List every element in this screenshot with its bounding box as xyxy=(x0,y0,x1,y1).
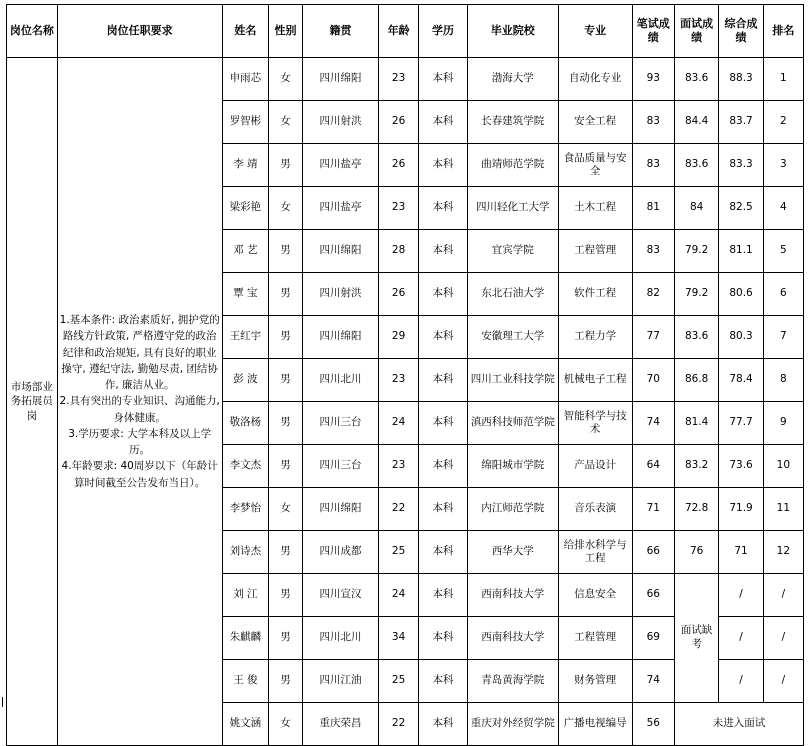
column-header-name: 姓名 xyxy=(222,5,269,58)
cell-rank: 4 xyxy=(763,187,803,230)
cell-sex: 女 xyxy=(269,488,303,531)
cell-education: 本科 xyxy=(419,144,468,187)
cell-school: 滇西科技师范学院 xyxy=(467,402,558,445)
cell-major: 信息安全 xyxy=(558,574,632,617)
cell-school: 四川轻化工大学 xyxy=(467,187,558,230)
header-row xyxy=(7,5,804,58)
cell-sex: 男 xyxy=(269,574,303,617)
cell-interview-score: 83.6 xyxy=(674,316,718,359)
cell-native-place: 四川三台 xyxy=(302,402,378,445)
cell-interview-score: 86.8 xyxy=(674,359,718,402)
cell-name: 申雨芯 xyxy=(222,58,269,101)
cell-major: 工程管理 xyxy=(558,617,632,660)
cell-written-score: 71 xyxy=(632,488,674,531)
cell-major: 工程管理 xyxy=(558,230,632,273)
cell-name: 李梦怡 xyxy=(222,488,269,531)
cell-interview-score: 83.6 xyxy=(674,58,718,101)
cell-total-score: 77.7 xyxy=(719,402,763,445)
cell-sex: 女 xyxy=(269,58,303,101)
cell-age: 26 xyxy=(379,144,419,187)
cell-major: 工程力学 xyxy=(558,316,632,359)
cell-rank: 3 xyxy=(763,144,803,187)
column-header-post-name xyxy=(7,5,58,58)
cell-education: 本科 xyxy=(419,445,468,488)
cell-school: 内江师范学院 xyxy=(467,488,558,531)
cell-total-score: 78.4 xyxy=(719,359,763,402)
cell-total-score: / xyxy=(719,617,763,660)
cell-sex: 男 xyxy=(269,402,303,445)
cell-written-score: 64 xyxy=(632,445,674,488)
cell-school: 西南科技大学 xyxy=(467,574,558,617)
cell-written-score: 74 xyxy=(632,402,674,445)
cell-school: 青岛黄海学院 xyxy=(467,660,558,703)
cell-rank: / xyxy=(763,617,803,660)
cell-name: 李文杰 xyxy=(222,445,269,488)
cell-rank: / xyxy=(763,574,803,617)
cell-rank: 12 xyxy=(763,531,803,574)
cell-major: 产品设计 xyxy=(558,445,632,488)
cell-rank: 8 xyxy=(763,359,803,402)
cell-sex: 男 xyxy=(269,273,303,316)
requirement-line: 1.基本条件: 政治素质好, 拥护党的路线方针政策, 严格遵守党的政治纪律和政治规矩, 具有良好的职业操守, 遵纪守法, 勤勉尽责, 团结协作, 廉洁从业。 xyxy=(59,314,220,392)
cell-written-score: 93 xyxy=(632,58,674,101)
cell-native-place: 重庆荣昌 xyxy=(302,703,378,746)
cell-school: 长春建筑学院 xyxy=(467,101,558,144)
cell-written-score: 66 xyxy=(632,531,674,574)
cell-native-place: 四川射洪 xyxy=(302,273,378,316)
cell-education: 本科 xyxy=(419,488,468,531)
cell-name: 刘 江 xyxy=(222,574,269,617)
cell-interview-score: 84.4 xyxy=(674,101,718,144)
cell-interview-note-absent: 面试缺考 xyxy=(674,574,718,703)
cell-native-place: 四川绵阳 xyxy=(302,58,378,101)
cell-written-score: 70 xyxy=(632,359,674,402)
cell-written-score: 83 xyxy=(632,101,674,144)
cell-written-score: 77 xyxy=(632,316,674,359)
cell-education: 本科 xyxy=(419,402,468,445)
cell-sex: 女 xyxy=(269,703,303,746)
cell-written-score: 82 xyxy=(632,273,674,316)
cell-written-score: 83 xyxy=(632,230,674,273)
table-body xyxy=(7,58,804,746)
cell-interview-score: 76 xyxy=(674,531,718,574)
cell-major: 安全工程 xyxy=(558,101,632,144)
cell-interview-score: 72.8 xyxy=(674,488,718,531)
cell-native-place: 四川成都 xyxy=(302,531,378,574)
cell-rank: 9 xyxy=(763,402,803,445)
cell-age: 23 xyxy=(379,58,419,101)
cell-major: 音乐表演 xyxy=(558,488,632,531)
column-header-written-score: 笔试成绩 xyxy=(632,5,674,58)
cell-total-score: / xyxy=(719,574,763,617)
cell-interview-score: 83.6 xyxy=(674,144,718,187)
cell-written-score: 83 xyxy=(632,144,674,187)
cell-major: 机械电子工程 xyxy=(558,359,632,402)
column-header-school: 毕业院校 xyxy=(467,5,558,58)
cell-interview-score: 83.2 xyxy=(674,445,718,488)
cell-interview-score: 84 xyxy=(674,187,718,230)
cell-written-score: 81 xyxy=(632,187,674,230)
cell-total-score: 81.1 xyxy=(719,230,763,273)
cell-sex: 男 xyxy=(269,359,303,402)
cell-school: 西华大学 xyxy=(467,531,558,574)
cell-major: 广播电视编导 xyxy=(558,703,632,746)
cell-rank: 11 xyxy=(763,488,803,531)
cell-name: 覃 宝 xyxy=(222,273,269,316)
cell-major: 土木工程 xyxy=(558,187,632,230)
cell-education: 本科 xyxy=(419,230,468,273)
cell-sex: 男 xyxy=(269,660,303,703)
cell-post-name: 市场部业务拓展员岗 xyxy=(7,58,58,746)
cell-sex: 女 xyxy=(269,187,303,230)
cell-age: 25 xyxy=(379,660,419,703)
column-header-interview-score: 面试成绩 xyxy=(674,5,718,58)
cell-written-score: 69 xyxy=(632,617,674,660)
cell-rank: 6 xyxy=(763,273,803,316)
cell-total-score: 82.5 xyxy=(719,187,763,230)
cell-total-score: 80.3 xyxy=(719,316,763,359)
cell-name: 梁彩艳 xyxy=(222,187,269,230)
cell-total-score: 71.9 xyxy=(719,488,763,531)
requirement-line: 2.具有突出的专业知识、沟通能力, 身体健康。 xyxy=(59,395,220,424)
requirement-line: 4.年龄要求: 40周岁以下（年龄计算时间截至公告发布当日）。 xyxy=(61,460,218,489)
cell-rank: 7 xyxy=(763,316,803,359)
cell-school: 渤海大学 xyxy=(467,58,558,101)
cell-education: 本科 xyxy=(419,660,468,703)
cell-written-score: 74 xyxy=(632,660,674,703)
cell-age: 23 xyxy=(379,445,419,488)
cell-age: 22 xyxy=(379,488,419,531)
cell-name: 邓 艺 xyxy=(222,230,269,273)
cell-rank: 5 xyxy=(763,230,803,273)
cell-name: 刘诗杰 xyxy=(222,531,269,574)
cell-rank: 1 xyxy=(763,58,803,101)
cell-education: 本科 xyxy=(419,101,468,144)
cell-interview-score: 79.2 xyxy=(674,273,718,316)
cell-native-place: 四川三台 xyxy=(302,445,378,488)
cell-age: 26 xyxy=(379,101,419,144)
cell-education: 本科 xyxy=(419,187,468,230)
cell-name: 王红宇 xyxy=(222,316,269,359)
cell-school: 安徽理工大学 xyxy=(467,316,558,359)
cell-education: 本科 xyxy=(419,617,468,660)
cell-native-place: 四川北川 xyxy=(302,359,378,402)
cell-major: 财务管理 xyxy=(558,660,632,703)
cell-age: 28 xyxy=(379,230,419,273)
cell-sex: 女 xyxy=(269,101,303,144)
cell-interview-score: 81.4 xyxy=(674,402,718,445)
cell-interview-score: 79.2 xyxy=(674,230,718,273)
cell-age: 29 xyxy=(379,316,419,359)
cell-age: 24 xyxy=(379,574,419,617)
cell-major: 给排水科学与工程 xyxy=(558,531,632,574)
column-header-requirements: 岗位任职要求 xyxy=(57,5,222,58)
cell-written-score: 56 xyxy=(632,703,674,746)
cell-school: 宜宾学院 xyxy=(467,230,558,273)
cell-native-place: 四川北川 xyxy=(302,617,378,660)
cell-major: 智能科学与技术 xyxy=(558,402,632,445)
cell-school: 绵阳城市学院 xyxy=(467,445,558,488)
cell-name: 朱麒麟 xyxy=(222,617,269,660)
cell-total-score: 88.3 xyxy=(719,58,763,101)
cell-major: 软件工程 xyxy=(558,273,632,316)
cell-native-place: 四川宣汉 xyxy=(302,574,378,617)
cell-major: 自动化专业 xyxy=(558,58,632,101)
cell-age: 26 xyxy=(379,273,419,316)
column-header-native-place: 籍贯 xyxy=(302,5,378,58)
cell-sex: 男 xyxy=(269,230,303,273)
cell-name: 彭 波 xyxy=(222,359,269,402)
cell-total-score: 83.7 xyxy=(719,101,763,144)
cell-school: 西南科技大学 xyxy=(467,617,558,660)
table-row xyxy=(7,58,804,101)
cell-sex: 男 xyxy=(269,144,303,187)
cell-total-score: 83.3 xyxy=(719,144,763,187)
column-header-rank: 排名 xyxy=(763,5,803,58)
column-header-sex: 性别 xyxy=(269,5,303,58)
cell-education: 本科 xyxy=(419,359,468,402)
cell-sex: 男 xyxy=(269,531,303,574)
cell-total-score: 71 xyxy=(719,531,763,574)
column-header-major: 专业 xyxy=(558,5,632,58)
cell-school: 曲靖师范学院 xyxy=(467,144,558,187)
cell-rank: 2 xyxy=(763,101,803,144)
cell-age: 25 xyxy=(379,531,419,574)
cell-sex: 男 xyxy=(269,316,303,359)
page-corner-mark xyxy=(2,697,9,707)
cell-total-score: 73.6 xyxy=(719,445,763,488)
cell-age: 24 xyxy=(379,402,419,445)
cell-age: 23 xyxy=(379,187,419,230)
cell-school: 东北石油大学 xyxy=(467,273,558,316)
cell-requirements xyxy=(57,58,222,746)
column-header-education: 学历 xyxy=(419,5,468,58)
cell-education: 本科 xyxy=(419,273,468,316)
cell-education: 本科 xyxy=(419,574,468,617)
cell-age: 23 xyxy=(379,359,419,402)
cell-rank: / xyxy=(763,660,803,703)
cell-name: 王 俊 xyxy=(222,660,269,703)
requirement-line: 3.学历要求: 大学本科及以上学历。 xyxy=(68,427,212,457)
cell-education: 本科 xyxy=(419,703,468,746)
cell-age: 34 xyxy=(379,617,419,660)
column-header-age: 年龄 xyxy=(379,5,419,58)
candidate-results-table xyxy=(6,4,804,746)
cell-sex: 男 xyxy=(269,617,303,660)
cell-school: 重庆对外经贸学院 xyxy=(467,703,558,746)
cell-native-place: 四川盐亭 xyxy=(302,187,378,230)
cell-education: 本科 xyxy=(419,58,468,101)
cell-name: 罗智彬 xyxy=(222,101,269,144)
cell-native-place: 四川绵阳 xyxy=(302,488,378,531)
cell-native-place: 四川盐亭 xyxy=(302,144,378,187)
cell-name: 姚文涵 xyxy=(222,703,269,746)
cell-native-place: 四川江油 xyxy=(302,660,378,703)
cell-rank: 10 xyxy=(763,445,803,488)
column-header-total-score: 综合成绩 xyxy=(719,5,763,58)
cell-school: 四川工业科技学院 xyxy=(467,359,558,402)
cell-written-score: 66 xyxy=(632,574,674,617)
cell-total-score: / xyxy=(719,660,763,703)
table-header xyxy=(7,5,804,58)
cell-native-place: 四川绵阳 xyxy=(302,230,378,273)
cell-age: 22 xyxy=(379,703,419,746)
cell-major: 食品质量与安全 xyxy=(558,144,632,187)
cell-name: 李 靖 xyxy=(222,144,269,187)
cell-education: 本科 xyxy=(419,316,468,359)
cell-name: 敬洛杨 xyxy=(222,402,269,445)
cell-native-place: 四川绵阳 xyxy=(302,316,378,359)
cell-sex: 男 xyxy=(269,445,303,488)
header-label-post-name-line1: 岗位名称 xyxy=(9,24,54,38)
cell-total-score: 80.6 xyxy=(719,273,763,316)
cell-native-place: 四川射洪 xyxy=(302,101,378,144)
cell-education: 本科 xyxy=(419,531,468,574)
cell-interview-note-not-entered: 未进入面试 xyxy=(674,703,803,746)
